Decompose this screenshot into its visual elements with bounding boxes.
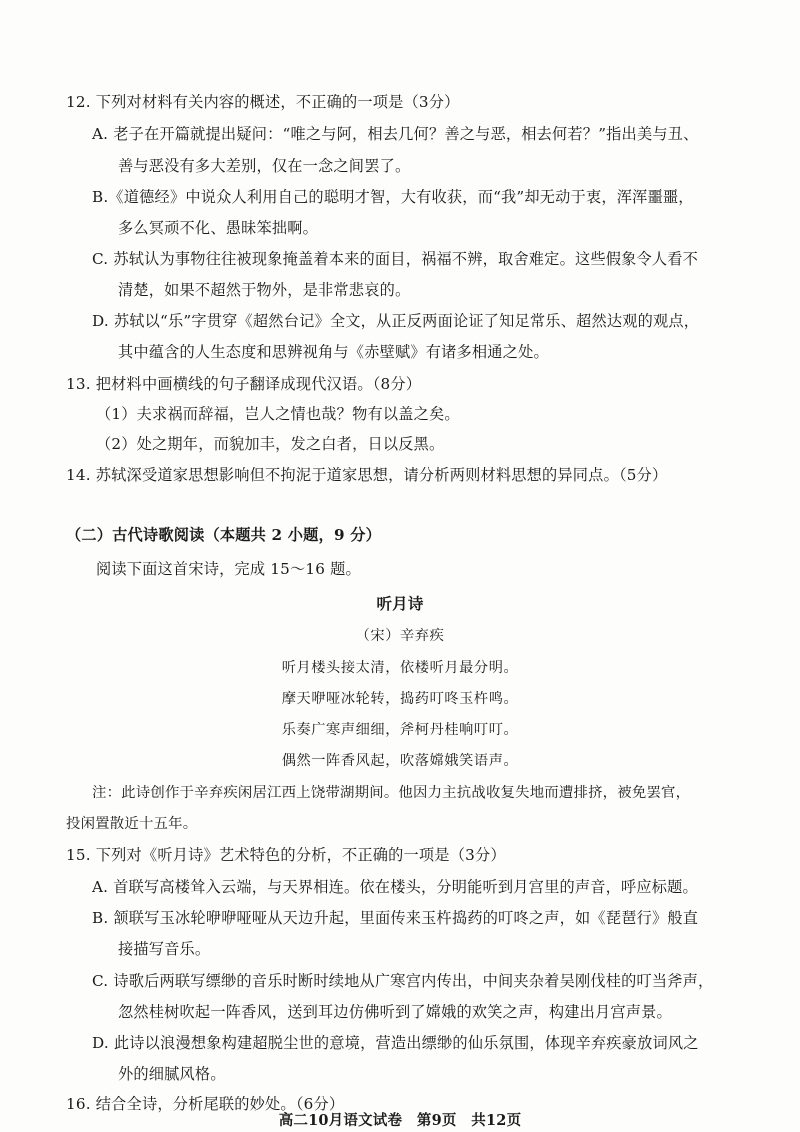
q12-option-c-line2: 清楚，如果不超然于物外，是非常悲哀的。 (118, 281, 411, 299)
q12-option-a-line1: A. 老子在开篇就提出疑问：“唯之与阿，相去几何？善之与恶，相去何若？”指出美与丑、 (92, 125, 699, 143)
q13-item-2: （2）处之期年，而貌加丰，发之白者，日以反黑。 (96, 435, 445, 453)
poem-note-line1: 注：此诗创作于辛弃疾闲居江西上饶带湖期间。他因力主抗战收复失地而遭排挤，被免罢官， (92, 785, 691, 801)
q12-option-d-line1: D. 苏轼以“乐”字贯穿《超然台记》全文，从正反两面论证了知足常乐、超然达观的观点， (92, 312, 700, 330)
q15-option-c-line1: C. 诗歌后两联写缥缈的音乐时断时续地从广寒宫内传出，中间夹杂着吴刚伐桂的叮当斧声， (92, 972, 714, 990)
poem-line-3: 乐奏广寒声细细，斧柯丹桂响叮叮。 (281, 722, 519, 738)
q15-option-d-line2: 外的细腻风格。 (118, 1065, 226, 1083)
section2-intro: 阅读下面这首宋诗，完成 15～16 题。 (96, 560, 361, 578)
q12-option-d-line2: 其中蕴含的人生态度和思辨视角与《赤壁赋》有诸多相通之处。 (118, 343, 549, 361)
q15-option-b-line2: 接描写音乐。 (118, 940, 211, 958)
q15-option-c-line2: 忽然桂树吹起一阵香风，送到耳边仿佛听到了嫦娥的欢笑之声，构建出月宫声景。 (118, 1003, 672, 1021)
q12-option-a-line2: 善与恶没有多大差别，仅在一念之间罢了。 (118, 157, 411, 175)
section2-heading: （二）古代诗歌阅读（本题共 2 小题，9 分） (66, 526, 381, 544)
q13-stem: 13. 把材料中画横线的句子翻译成现代汉语。（8分） (66, 375, 422, 393)
q12-stem: 12. 下列对材料有关内容的概述，不正确的一项是（3分） (66, 93, 460, 111)
q12-option-b-line2: 多么冥顽不化、愚昧笨拙啊。 (118, 219, 319, 237)
poem-line-1: 听月楼头接太清，依楼听月最分明。 (281, 660, 519, 676)
q13-item-1: （1）夫求祸而辞福，岂人之情也哉？物有以盖之矣。 (96, 405, 460, 423)
poem-author: （宋）辛弃疾 (355, 628, 445, 644)
q15-stem: 15. 下列对《听月诗》艺术特色的分析，不正确的一项是（3分） (66, 846, 506, 864)
poem-title: 听月诗 (376, 595, 424, 613)
poem-line-4: 偶然一阵香风起，吹落嫦娥笑语声。 (281, 753, 519, 769)
poem-line-2: 摩天咿哑冰轮转，捣药叮咚玉杵鸣。 (281, 691, 519, 707)
q16-stem: 16. 结合全诗，分析尾联的妙处。（6分） (66, 1095, 345, 1113)
q15-option-d-line1: D. 此诗以浪漫想象构建超脱尘世的意境，营造出缥缈的仙乐氛围，体现辛弃疾豪放词风之 (92, 1034, 699, 1052)
page-footer: 高二10月语文试卷 第9页 共12页 (278, 1112, 522, 1129)
q14-stem: 14. 苏轼深受道家思想影响但不拘泥于道家思想，请分析两则材料思想的异同点。（5分） (66, 466, 668, 484)
q12-option-b-line1: B.《道德经》中说众人利用自己的聪明才智，大有收获，而“我”却无动于衷，浑浑噩噩， (92, 188, 694, 206)
poem-note-line2: 投闲置散近十五年。 (66, 816, 198, 832)
q15-option-b-line1: B. 颔联写玉冰轮咿咿哑哑从天边升起，里面传来玉杵捣药的叮咚之声，如《琵琶行》般直 (92, 909, 699, 927)
q15-option-a-line1: A. 首联写高楼耸入云端，与天界相连。依在楼头，分明能听到月宫里的声音，呼应标题。 (92, 878, 698, 896)
q12-option-c-line1: C. 苏轼认为事物往往被现象掩盖着本来的面目，祸福不辨，取舍难定。这些假象令人看不 (92, 250, 699, 268)
